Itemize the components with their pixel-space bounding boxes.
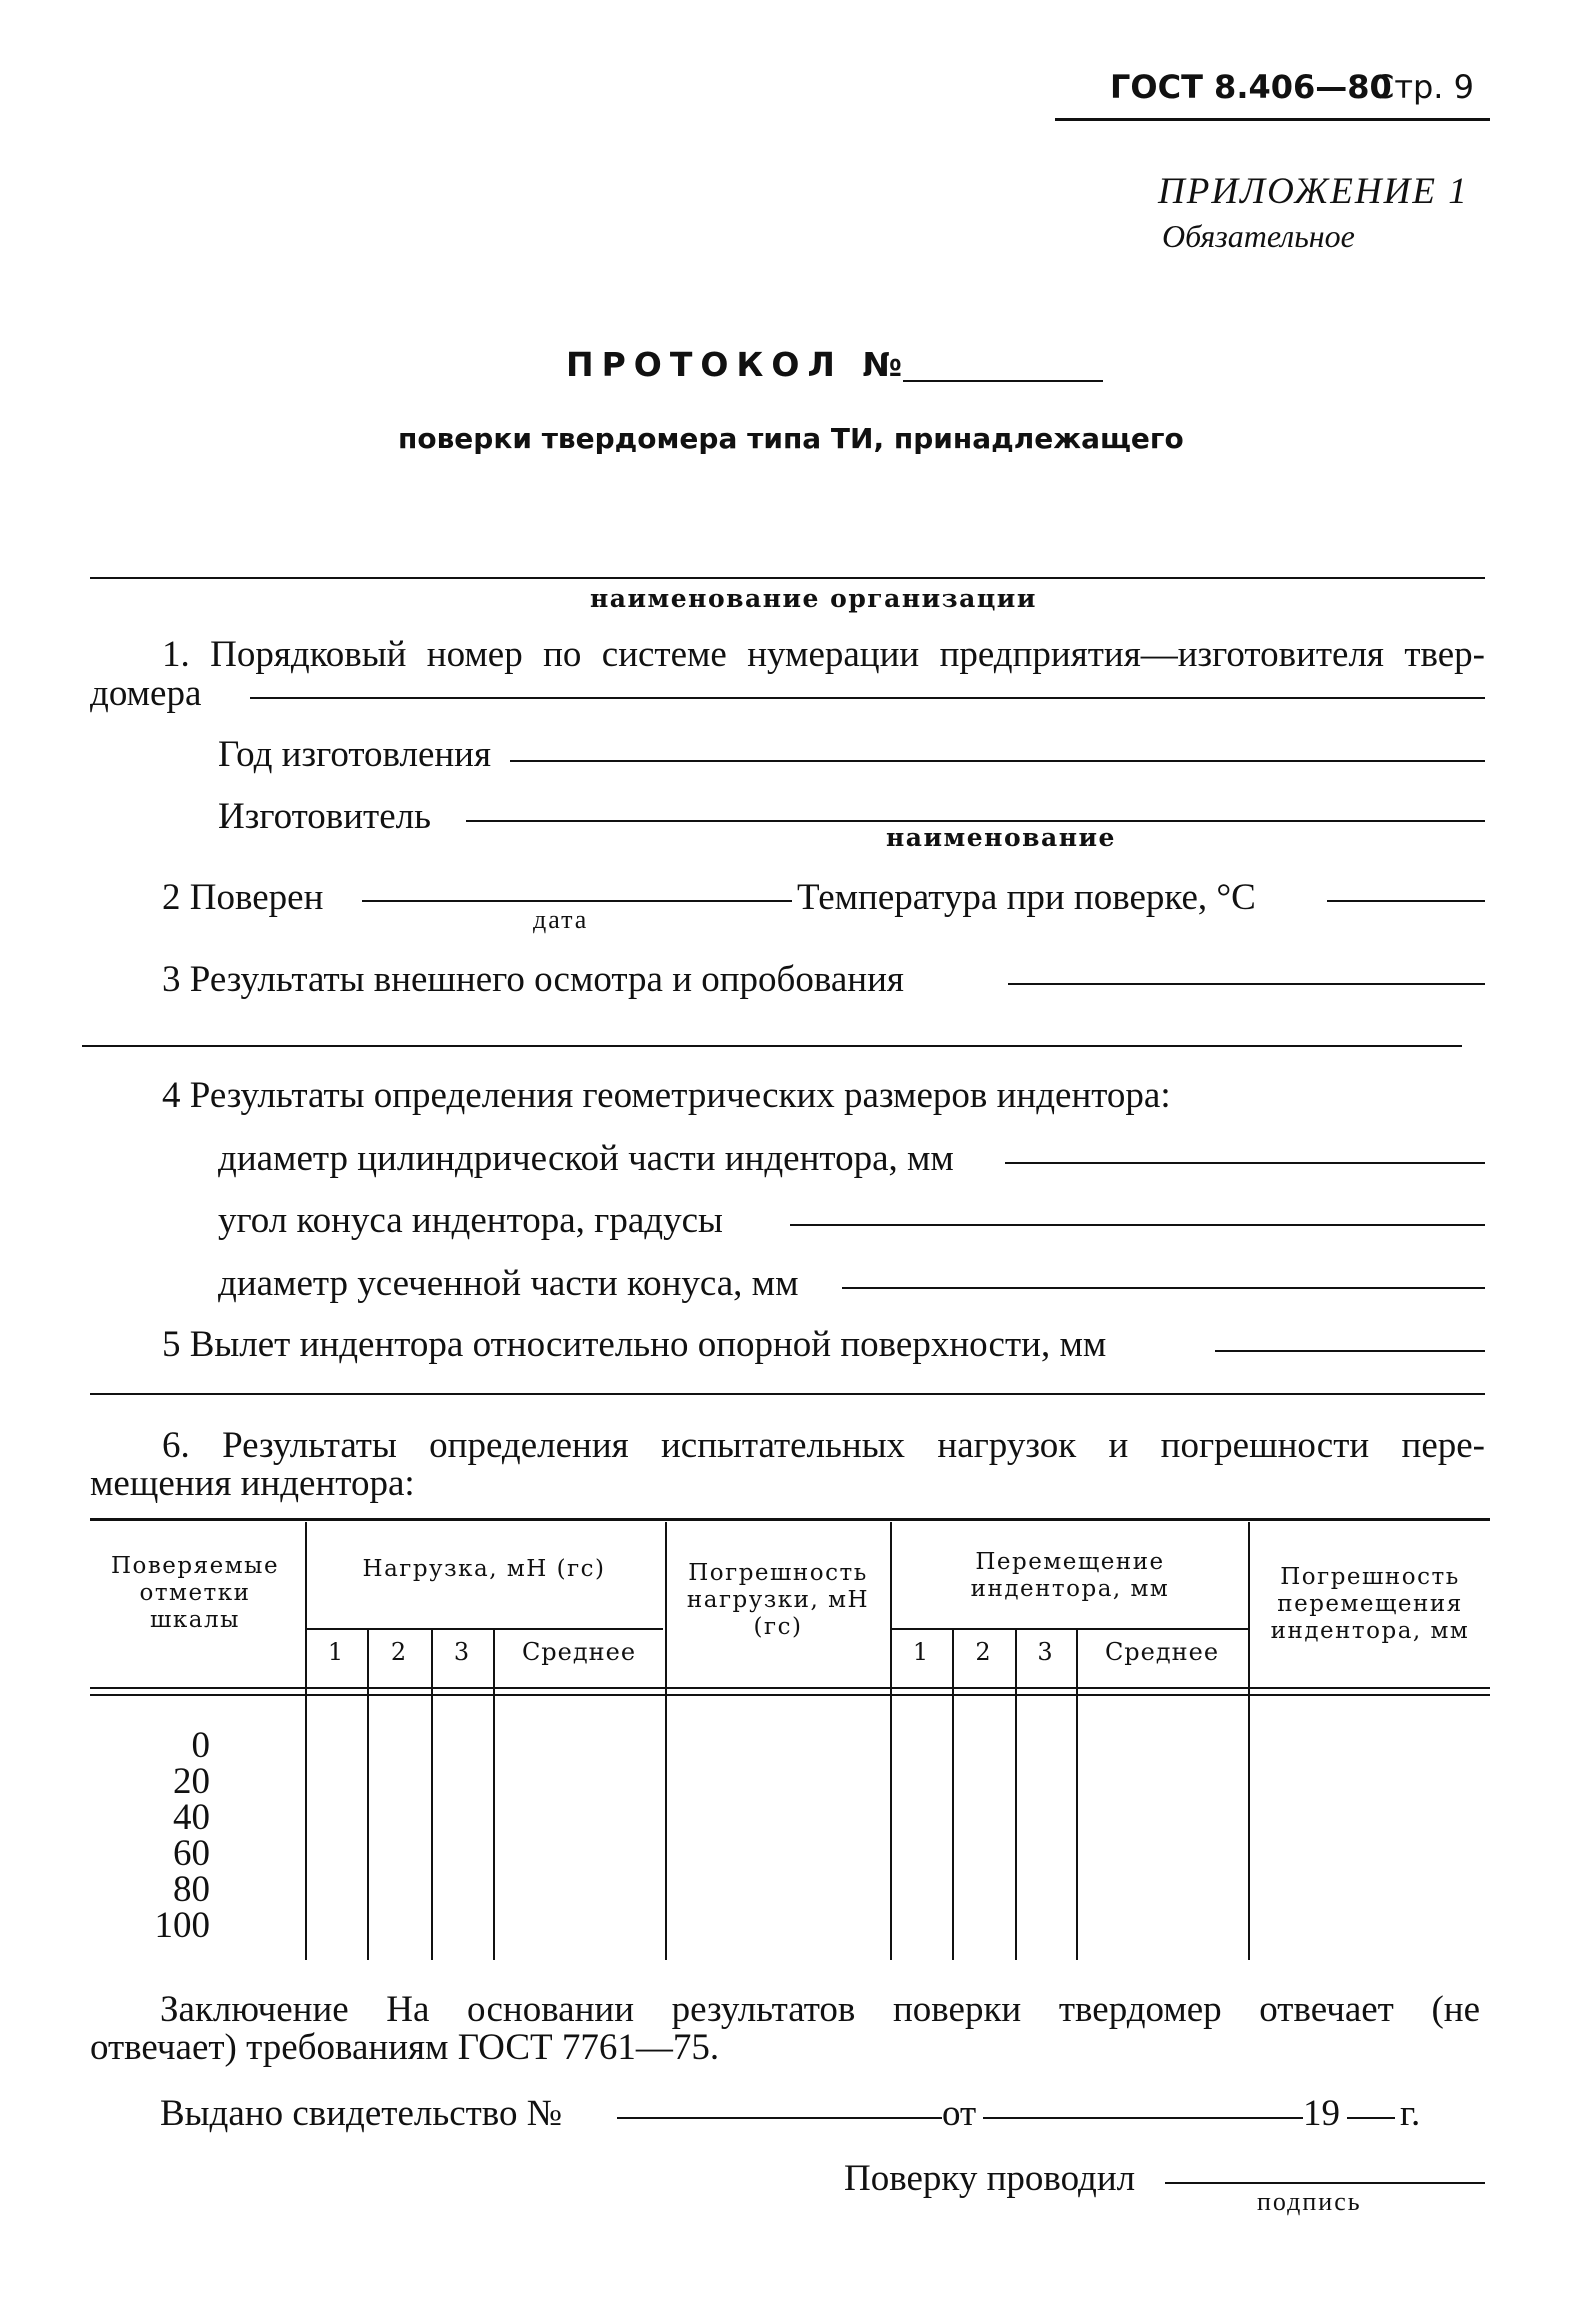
conclusion-line2: отвечает) требованиям ГОСТ 7761—75. xyxy=(90,2027,720,2068)
name-caption: наименование xyxy=(886,823,1116,852)
table-col-divider xyxy=(305,1522,307,1960)
certificate-year-field[interactable] xyxy=(1347,2117,1395,2119)
conclusion-line1: Заключение На основании результатов поверки твердомер отвечает (не xyxy=(160,1989,1480,2030)
organization-field[interactable] xyxy=(90,577,1485,579)
table-col-divider xyxy=(952,1630,954,1960)
header-rule xyxy=(1055,118,1490,121)
temperature-field[interactable] xyxy=(1327,900,1485,902)
page-number: Стр. 9 xyxy=(1372,68,1474,106)
table-row-label: 0 xyxy=(191,1725,210,1766)
protocol-title: ПРОТОКОЛ № xyxy=(566,345,911,384)
header-displacement-error: Погрешность перемещения индентора, мм xyxy=(1270,1564,1470,1644)
date-caption: дата xyxy=(533,905,589,934)
table-top-rule xyxy=(90,1518,1490,1521)
item6-line1: 6. Результаты определения испытательных нагрузок и погрешности пере- xyxy=(162,1425,1485,1466)
year-field[interactable] xyxy=(510,760,1485,762)
item6-line2: мещения индентора: xyxy=(90,1463,415,1504)
subheader-load-1: 1 xyxy=(327,1638,345,1666)
cone-angle-label: угол конуса индентора, градусы xyxy=(218,1200,723,1241)
table-col-divider xyxy=(890,1522,892,1960)
certificate-label: Выдано свидетельство № xyxy=(160,2093,563,2134)
table-row-label: 60 xyxy=(173,1833,210,1874)
item4-label: 4 Результаты определения геометрических размеров индентора: xyxy=(162,1075,1171,1116)
table-row-label: 20 xyxy=(173,1761,210,1802)
year-label: Год изготовления xyxy=(218,734,492,775)
signature-field[interactable] xyxy=(1165,2182,1485,2184)
serial-number-field[interactable] xyxy=(250,697,1485,699)
appendix-status: Обязательное xyxy=(1162,218,1355,254)
item3-label: 3 Результаты внешнего осмотра и опробования xyxy=(162,959,904,1000)
subheader-load-2: 2 xyxy=(390,1638,408,1666)
truncated-diameter-label: диаметр усеченной части конуса, мм xyxy=(218,1263,799,1304)
protrusion-field[interactable] xyxy=(1215,1350,1485,1352)
displacement-subheader-rule xyxy=(890,1628,1248,1630)
truncated-diameter-field[interactable] xyxy=(842,1287,1485,1289)
table-col-divider xyxy=(665,1522,667,1960)
protocol-number-field[interactable] xyxy=(903,380,1103,382)
table-col-divider xyxy=(431,1630,433,1960)
table-header-rule-2 xyxy=(90,1694,1490,1696)
table-col-divider xyxy=(1015,1630,1017,1960)
subheader-load-3: 3 xyxy=(453,1638,471,1666)
diameter-label: диаметр цилиндрической части индентора, мм xyxy=(218,1138,954,1179)
load-subheader-rule xyxy=(305,1628,663,1630)
table-row-label: 40 xyxy=(173,1797,210,1838)
table-row-label: 80 xyxy=(173,1869,210,1910)
header-load-error: Погрешность нагрузки, мН (гс) xyxy=(686,1560,870,1640)
header-displacement: Перемещение индентора, мм xyxy=(970,1549,1170,1602)
table-col-divider xyxy=(493,1630,495,1960)
table-row-label: 100 xyxy=(154,1905,210,1946)
year-prefix: 19 xyxy=(1303,2093,1340,2134)
inspection-field-continued[interactable] xyxy=(82,1045,1462,1047)
inspection-field[interactable] xyxy=(1008,983,1485,985)
cone-angle-field[interactable] xyxy=(790,1224,1485,1226)
organization-caption: наименование организации xyxy=(590,584,1037,613)
item2-label: 2 Поверен xyxy=(162,877,324,918)
year-suffix: г. xyxy=(1400,2093,1421,2134)
from-label: от xyxy=(942,2093,977,2134)
header-load: Нагрузка, мН (гс) xyxy=(362,1556,606,1582)
certificate-date-field[interactable] xyxy=(983,2117,1303,2119)
table-col-divider xyxy=(367,1630,369,1960)
temperature-label: Температура при поверке, °С xyxy=(797,877,1256,918)
standard-number: ГОСТ 8.406—80 xyxy=(1110,68,1392,106)
item1-line2: домера xyxy=(90,673,202,714)
subheader-displacement-2: 2 xyxy=(975,1638,992,1666)
appendix-title: ПРИЛОЖЕНИЕ 1 xyxy=(1158,171,1469,212)
subheader-load-average: Среднее xyxy=(521,1638,637,1666)
header-scale-marks: Поверяемые отметки шкалы xyxy=(110,1553,280,1633)
signature-caption: подпись xyxy=(1257,2187,1362,2216)
diameter-field[interactable] xyxy=(1005,1162,1485,1164)
section-divider xyxy=(90,1393,1485,1395)
protocol-subtitle: поверки твердомера типа ТИ, принадлежащего xyxy=(398,422,1184,455)
subheader-displacement-1: 1 xyxy=(912,1638,930,1666)
date-field[interactable] xyxy=(362,900,792,902)
table-col-divider xyxy=(1076,1630,1078,1960)
item5-label: 5 Вылет индентора относительно опорной поверхности, мм xyxy=(162,1324,1107,1365)
item1-line1: 1. Порядковый номер по системе нумерации предприятия—изготовителя твер- xyxy=(162,634,1485,675)
subheader-displacement-3: 3 xyxy=(1037,1638,1054,1666)
certificate-number-field[interactable] xyxy=(617,2117,942,2119)
subheader-displacement-average: Среднее xyxy=(1104,1638,1220,1666)
inspector-label: Поверку проводил xyxy=(844,2158,1136,2199)
manufacturer-label: Изготовитель xyxy=(218,796,431,837)
table-header-rule-1 xyxy=(90,1687,1490,1689)
manufacturer-field[interactable] xyxy=(466,820,1485,822)
